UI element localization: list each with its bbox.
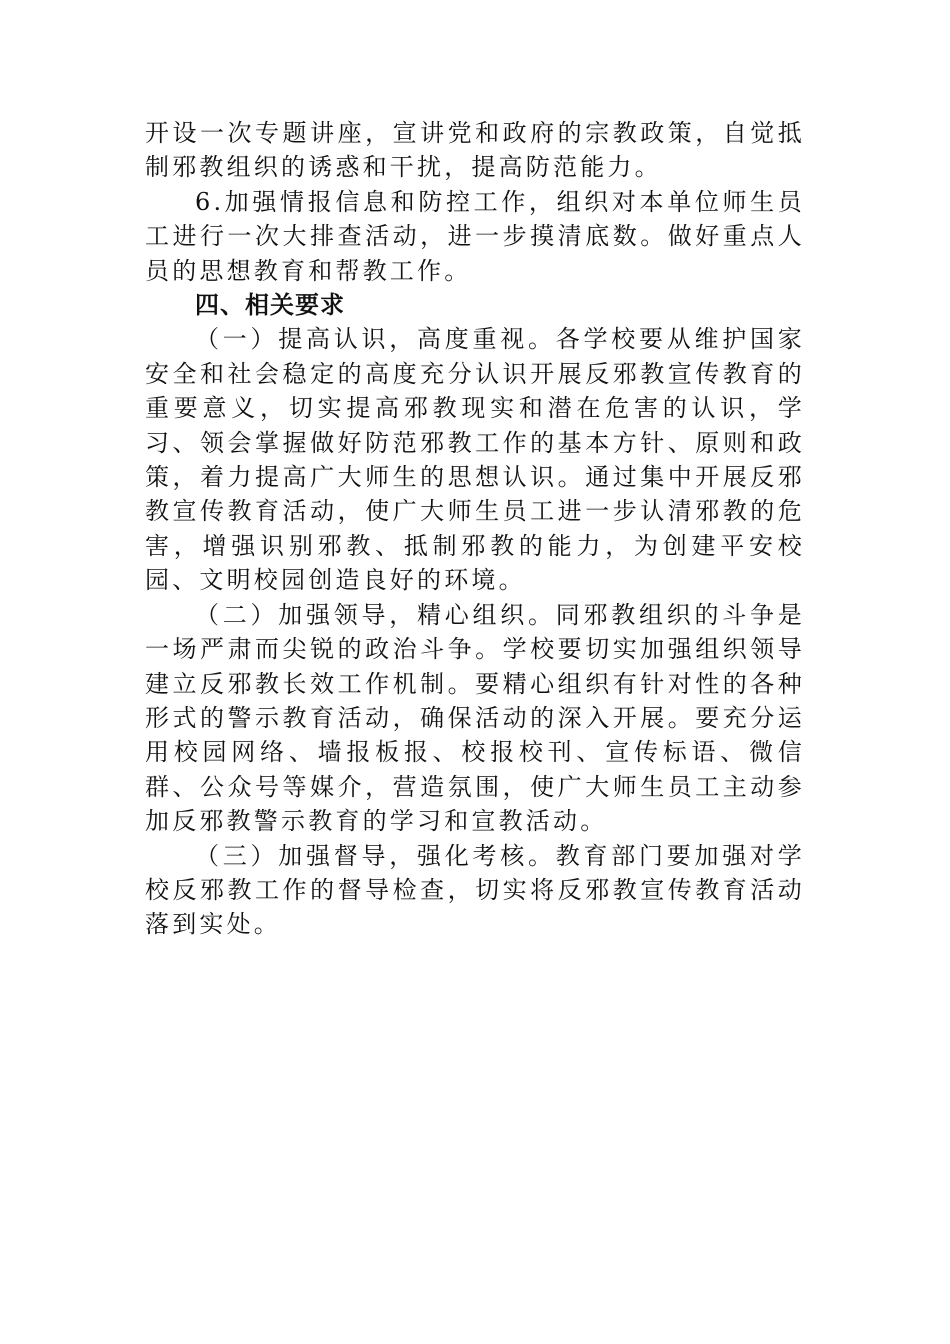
- paragraph-requirement-1: （一）提高认识，高度重视。各学校要从维护国家安全和社会稳定的高度充分认识开展反邪教宣传教育的重要意义，切实提高邪教现实和潜在危害的认识，学习、领会掌握做好防范邪教工作的基本方针、原则和政策，着力提高广大师生的思想认识。通过集中开展反邪教宣传教育活动，使广大师生员工进一步认清邪教的危害，增强识别邪教、抵制邪教的能力，为创建平安校园、文明校园创造良好的环境。: [145, 325, 805, 595]
- paragraph-requirement-3: （三）加强督导，强化考核。教育部门要加强对学校反邪教工作的督导检查，切实将反邪教宣传教育活动落到实处。: [145, 841, 805, 939]
- document-body: [145, 116, 805, 942]
- paragraph-item-6-intelligence: 6.加强情报信息和防控工作，组织对本单位师生员工进行一次大排查活动，进一步摸清底数。做好重点人员的思想教育和帮教工作。: [145, 187, 805, 285]
- section-heading-requirements: 四、相关要求: [195, 291, 345, 320]
- paragraph-requirement-2: （二）加强领导，精心组织。同邪教组织的斗争是一场严肃而尖锐的政治斗争。学校要切实加强组织领导建立反邪教长效工作机制。要精心组织有针对性的各种形式的警示教育活动，确保活动的深入开展。要充分运用校园网络、墙报板报、校报校刊、宣传标语、微信群、公众号等媒介，营造氛围，使广大师生员工主动参加反邪教警示教育的学习和宣教活动。: [145, 600, 805, 836]
- paragraph-continued-lecture: 开设一次专题讲座，宣讲党和政府的宗教政策，自觉抵制邪教组织的诱惑和干扰，提高防范能力。: [145, 119, 805, 182]
